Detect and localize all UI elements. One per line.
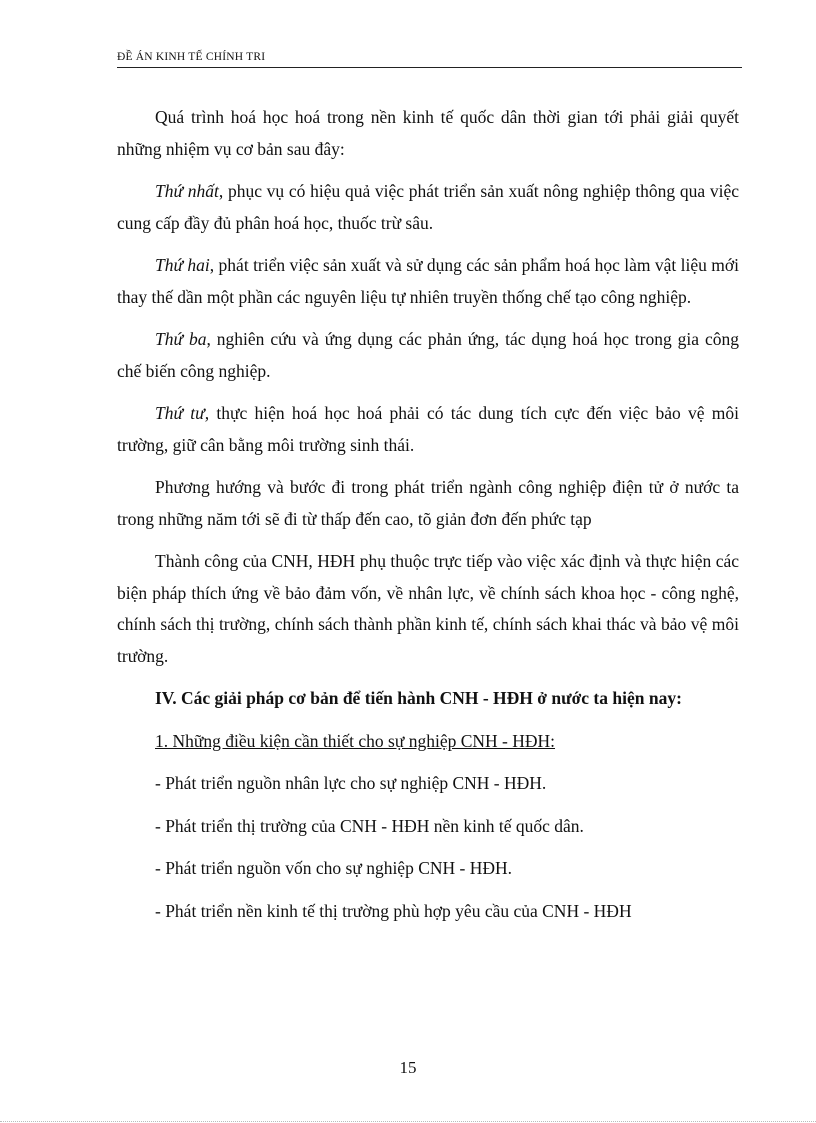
task-lead: Thứ ba [155, 329, 207, 349]
task-lead: Thứ tư, [155, 403, 210, 423]
task-lead: Thứ nhất [155, 181, 219, 201]
subsection-heading: 1. Những điều kiện cần thiết cho sự nghiệp CNH - HĐH: [155, 730, 556, 751]
task-paragraph [117, 324, 739, 387]
task-paragraph [117, 176, 739, 239]
list-item: - Phát triển nguồn nhân lực cho sự nghiệp CNH - HĐH. [155, 773, 547, 793]
task-text: nghiên cứu và ứng dụng các phản ứng, tác dụng hoá học trong gia công chế biến công nghiệp. [117, 329, 739, 381]
task-text: phục vụ có hiệu quả việc phát triển sản xuất nông nghiệp thông qua việc cung cấp đầy đủ phân hoá học, thuốc trừ sâu. [117, 181, 740, 233]
footer-divider [0, 1121, 816, 1122]
list-item: - Phát triển thị trường của CNH - HĐH nền kinh tế quốc dân. [155, 815, 584, 836]
task-paragraph [117, 398, 739, 461]
task-separator: , [206, 329, 217, 349]
page-header: ĐỀ ÁN KINH TẾ CHÍNH TRI [117, 51, 742, 68]
task-separator: , [218, 181, 228, 201]
document-body [117, 102, 739, 938]
list-item: - Phát triển nền kinh tế thị trường phù hợp yêu cầu của CNH - HĐH [155, 900, 632, 921]
task-text: phát triển việc sản xuất và sử dụng các sản phẩm hoá học làm vật liệu mới thay thế dần một phần các nguyên liệu tự nhiên truyền thống chế tạo công nghiệp. [117, 255, 740, 307]
direction-paragraph: Phương hướng và bước đi trong phát triển ngành công nghiệp điện tử ở nước ta trong những năm tới sẽ đi từ thấp đến cao, tõ giản đơn đến phức tạp [117, 477, 739, 529]
task-lead: Thứ hai [155, 255, 210, 275]
page-number: 15 [399, 1058, 417, 1077]
section-heading: IV. Các giải pháp cơ bản để tiến hành CNH - HĐH ở nước ta hiện nay: [155, 688, 682, 708]
success-paragraph: Thành công của CNH, HĐH phụ thuộc trực tiếp vào việc xác định và thực hiện các biện pháp thích ứng về bảo đảm vốn, về nhân lực, về chính sách khoa học - công nghệ, chính sách thị trường, chính sách thành phần kinh tế, chính sách khai thác và bảo vệ môi trường. [117, 551, 739, 666]
task-text: thực hiện hoá học hoá phải có tác dung tích cực đến việc bảo vệ môi trường, giữ cân bằng môi trường sinh thái. [117, 403, 740, 455]
task-paragraph [117, 250, 739, 313]
intro-paragraph: Quá trình hoá học hoá trong nền kinh tế quốc dân thời gian tới phải giải quyết những nhiệm vụ cơ bản sau đây: [117, 107, 739, 159]
list-item: - Phát triển nguồn vốn cho sự nghiệp CNH - HĐH. [155, 858, 513, 878]
task-separator: , [209, 255, 219, 275]
